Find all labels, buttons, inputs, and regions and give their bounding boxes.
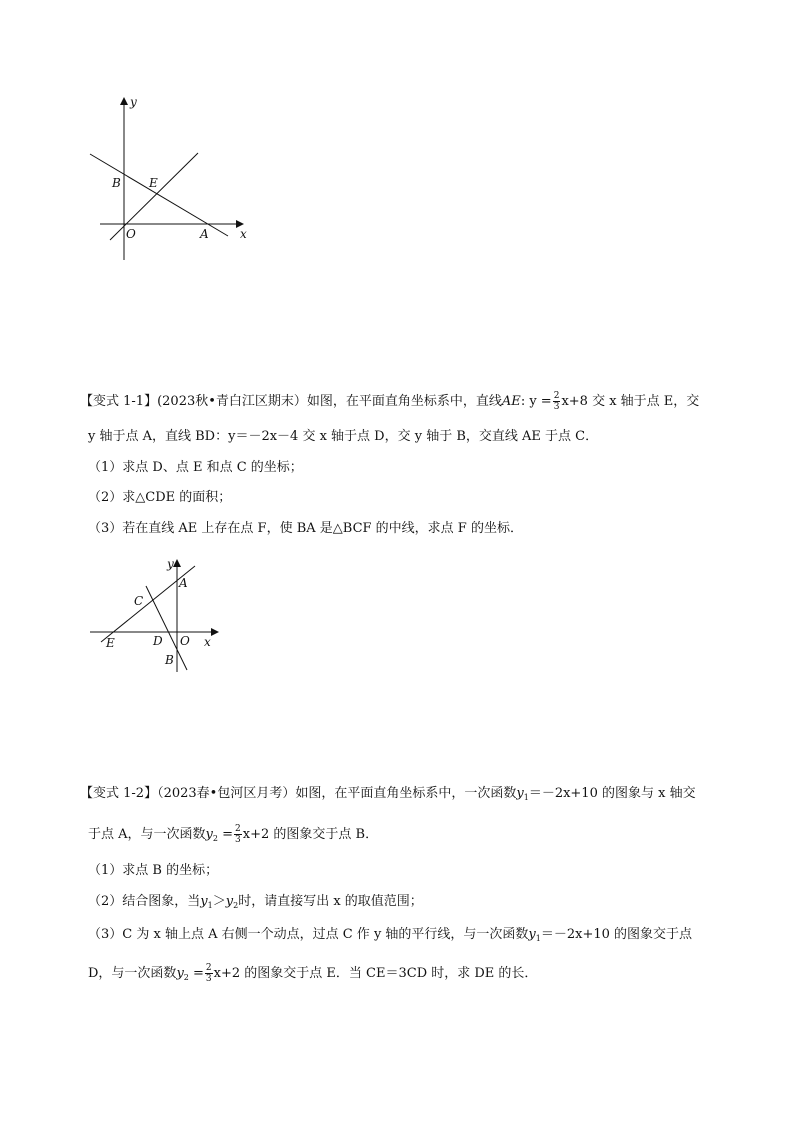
v12-question-1: （1）求点 B 的坐标；: [88, 863, 219, 878]
v11-fraction: [553, 391, 561, 412]
variant-1-2: [80, 780, 740, 990]
v12-source: （2023春•包河区月考）: [157, 786, 296, 801]
v12-text-d: x+2 的图象交于点 B．: [242, 827, 379, 842]
v12-fraction: [234, 824, 242, 845]
v12-frac-num: 2: [235, 824, 241, 834]
figure-2-coordinate-graph: [85, 556, 235, 676]
v12-q4-y2: y: [176, 966, 184, 981]
v12-question-2: [88, 892, 423, 916]
v11-eq: : y =: [520, 394, 552, 409]
line-oe: [110, 153, 198, 240]
v11-text-a: 如图，在平面直角坐标系中，直线: [306, 394, 502, 409]
v11-ae: AE: [501, 394, 521, 409]
v12-y1-sub: 1: [523, 793, 529, 802]
v12-question-3-cont: [88, 963, 537, 988]
variant-1-1: [80, 385, 720, 545]
label-a: A: [200, 227, 209, 241]
v12-q3-a: （3）C 为 x 轴上点 A 右侧一个动点，过点 C 作 y 轴的平行线，与一次函数: [88, 927, 529, 942]
v12-q4-a: D，与一次函数: [88, 966, 177, 981]
v12-q4-c: x+2 的图象交于点 E．当 CE＝3CD 时，求 DE 的长．: [213, 966, 538, 981]
v12-q3-y1: y: [528, 927, 536, 942]
v12-q4-y2-sub: 2: [183, 973, 189, 982]
v12-q2-a: （2）结合图象，当: [88, 894, 201, 909]
v12-eq: =: [217, 827, 234, 842]
v11-question-1: （1）求点 D、点 E 和点 C 的坐标；: [88, 460, 303, 475]
v12-y2-sub: 2: [212, 834, 218, 843]
label-c: C: [134, 594, 144, 608]
label-b: B: [165, 653, 174, 667]
v12-y2: y: [205, 827, 213, 842]
v11-source: (2023秋•青白江区期末）: [157, 394, 307, 409]
label-o: O: [126, 227, 136, 241]
v12-q2-y1: y: [200, 894, 208, 909]
v12-frac2-num: 2: [205, 963, 212, 973]
label-x: x: [204, 635, 211, 649]
v12-q3-y1-sub: 1: [535, 934, 541, 943]
label-b: B: [112, 176, 121, 190]
v12-q2-y1-sub: 1: [207, 901, 213, 910]
v12-text-a: 如图，在平面直角坐标系中，一次函数: [295, 786, 517, 801]
v11-text-d: x+8 交 x 轴于点 E，交: [561, 394, 700, 409]
label-y: y: [167, 557, 174, 571]
label-x: x: [240, 227, 247, 241]
v11-question-3: （3）若在直线 AE 上存在点 F，使 BA 是△BCF 的中线，求点 F 的坐标．: [88, 521, 523, 536]
v12-q4-eq: =: [188, 966, 204, 981]
v12-head: 【变式 1-2】: [80, 786, 158, 801]
v12-frac-den: 3: [235, 835, 241, 845]
v11-frac-den: 3: [553, 402, 560, 412]
v12-y1: y: [516, 786, 524, 801]
label-y: y: [130, 95, 137, 109]
v12-q3-b: ＝－2x+10 的图象交于点: [540, 927, 693, 942]
v12-q2-c: 时，请直接写出 x 的取值范围；: [238, 894, 423, 909]
v11-line-1: [80, 391, 699, 412]
v11-line-2: y 轴于点 A，直线 BD：y＝－2x－4 交 x 轴于点 D，交 y 轴于 B，交直线 AE 于点 C．: [88, 429, 599, 444]
v12-q2-b: ＞: [212, 894, 226, 909]
v12-fraction-2: [205, 963, 213, 984]
v12-q2-y2: y: [225, 894, 234, 909]
figure-1-coordinate-graph: [80, 90, 270, 265]
v12-line-1: [80, 784, 696, 808]
v12-text-c: 于点 A，与一次函数: [88, 827, 206, 842]
label-d: D: [153, 634, 163, 648]
label-o: O: [180, 634, 190, 648]
label-a: A: [179, 576, 188, 590]
label-e: E: [149, 176, 158, 190]
v12-text-b: ＝－2x+10 的图象与 x 轴交: [528, 786, 696, 801]
v12-question-3: [88, 925, 692, 949]
label-e: E: [106, 636, 115, 650]
v11-head: 【变式 1-1】: [80, 394, 158, 409]
v11-frac-num: 2: [553, 391, 560, 401]
v11-question-2: （2）求△CDE 的面积；: [88, 490, 232, 505]
v12-line-2: [88, 824, 378, 849]
v12-frac2-den: 3: [205, 974, 212, 984]
v12-q2-y2-sub: 2: [233, 901, 239, 910]
